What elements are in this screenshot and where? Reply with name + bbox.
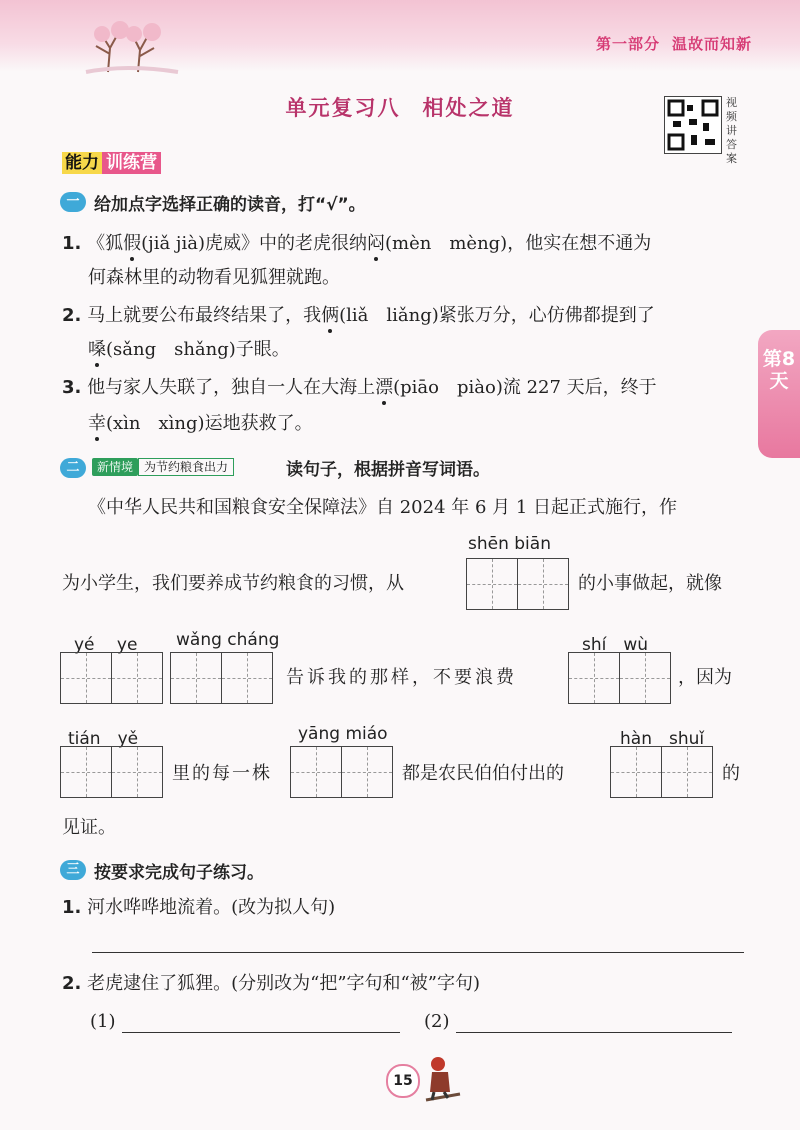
tag-new-context: 新情境 xyxy=(92,458,138,476)
q2-text7: 的 xyxy=(722,763,740,784)
q1-item1-line1 xyxy=(62,232,651,256)
q3-item1-number: 1. xyxy=(62,897,82,918)
text-segment: (piāo piào)流 227 天后，终于 xyxy=(393,377,657,398)
writing-cell[interactable] xyxy=(111,652,163,704)
q3-number: 三 xyxy=(60,860,86,880)
q1-item3-line1 xyxy=(62,376,657,400)
q1-item2-line1 xyxy=(62,304,655,328)
dotted-char: 漂 xyxy=(375,377,394,398)
text-segment: (mèn mèng)，他实在想不通为 xyxy=(385,233,652,254)
q1-heading: 给加点字选择正确的读音，打“√”。 xyxy=(94,195,366,215)
side-tab-day: 第8天 xyxy=(758,330,800,458)
section-label-a: 能力 xyxy=(62,152,102,174)
writing-cell[interactable] xyxy=(661,746,713,798)
page-number: 15 xyxy=(386,1064,420,1098)
q1-item1-line2: 何森林里的动物看见狐狸就跑。 xyxy=(88,267,340,288)
q2-text1: 为小学生，我们要养成节约粮食的习惯，从 xyxy=(62,573,404,594)
answer-grid-tianye[interactable] xyxy=(60,746,162,798)
writing-cell[interactable] xyxy=(568,652,620,704)
answer-grid-yangmiao[interactable] xyxy=(290,746,392,798)
q2-text6: 都是农民伯伯付出的 xyxy=(402,763,564,784)
q3-item2-number: 2. xyxy=(62,973,82,994)
writing-cell[interactable] xyxy=(466,558,518,610)
writing-cell[interactable] xyxy=(341,746,393,798)
section-label-b: 训练营 xyxy=(102,152,161,174)
q1-item3-number: 3. xyxy=(62,377,82,398)
q2-text2: 的小事做起，就像 xyxy=(578,573,722,594)
writing-cell[interactable] xyxy=(619,652,671,704)
q2-tags xyxy=(92,456,234,475)
text-segment: (jiǎ jià)虎威》中的老虎很纳 xyxy=(141,233,368,254)
q2-text8: 见证。 xyxy=(62,817,116,838)
pinyin-shiwu: shí wù xyxy=(582,635,649,655)
tag-subtitle: 为节约粮食出力 xyxy=(138,458,234,476)
q1-item1-number: 1. xyxy=(62,233,82,254)
tree-illustration xyxy=(78,18,188,74)
pinyin-hanshui: hàn shuǐ xyxy=(620,729,705,749)
pinyin-tianye: tián yě xyxy=(68,729,139,749)
pinyin-yangmiao: yāng miáo xyxy=(298,724,388,744)
writing-cell[interactable] xyxy=(60,652,112,704)
text-segment: (xìn xìng)运地获救了。 xyxy=(106,413,313,434)
writing-cell[interactable] xyxy=(290,746,342,798)
q1-item3-line2 xyxy=(88,412,313,436)
title-unit: 单元复习八 xyxy=(285,96,401,120)
answer-line-2-1[interactable] xyxy=(122,1032,400,1033)
text-segment: 马上就要公布最终结果了，我 xyxy=(87,305,322,326)
qr-pattern-icon xyxy=(665,97,721,153)
answer-grid-hanshui[interactable] xyxy=(610,746,712,798)
section-label xyxy=(62,148,161,173)
pinyin-yeye: yé ye xyxy=(74,635,138,655)
q3-heading: 按要求完成句子练习。 xyxy=(94,863,264,883)
q3-item1-text: 河水哗哗地流着。(改为拟人句) xyxy=(87,897,336,918)
dotted-char: 嗓 xyxy=(88,339,106,360)
q3-item1 xyxy=(62,896,335,920)
q3-item2 xyxy=(62,972,480,996)
writing-cell[interactable] xyxy=(517,558,569,610)
header-text xyxy=(596,33,752,54)
q1-number: 一 xyxy=(60,192,86,212)
dotted-char: 幸 xyxy=(88,413,106,434)
answer-line-2-2[interactable] xyxy=(456,1032,732,1033)
dotted-char: 俩 xyxy=(321,305,340,326)
q2-text4: ，因为 xyxy=(678,667,732,688)
answer-grid-yeye[interactable] xyxy=(60,652,162,704)
pinyin-wangchang: wǎng cháng xyxy=(176,630,280,650)
text-segment: (liǎ liǎng)紧张万分，心仿佛都提到了 xyxy=(339,305,655,326)
q2-number: 二 xyxy=(60,458,86,478)
dotted-char: 闷 xyxy=(367,233,386,254)
q3-item2-text: 老虎逮住了狐狸。(分别改为“把”字句和“被”字句) xyxy=(87,973,480,994)
q2-text5: 里的每一株 xyxy=(172,763,272,784)
header-motto: 温故而知新 xyxy=(671,35,752,53)
skier-illustration xyxy=(420,1054,466,1106)
answer-line-1[interactable] xyxy=(92,952,744,953)
qr-caption: 视频讲答案 xyxy=(726,96,737,165)
dotted-char: 假 xyxy=(123,233,142,254)
answer-grid-shenbian[interactable] xyxy=(466,558,568,610)
qr-code[interactable] xyxy=(664,96,722,154)
q2-heading: 读句子，根据拼音写词语。 xyxy=(286,460,490,480)
title-theme: 相处之道 xyxy=(422,96,515,120)
text-segment: 《狐 xyxy=(87,233,124,254)
text-segment: (sǎng shǎng)子眼。 xyxy=(106,339,290,360)
pinyin-shenbian: shēn biān xyxy=(468,534,551,554)
text-segment: 他与家人失联了，独自一人在大海上 xyxy=(87,377,376,398)
q1-item2-line2 xyxy=(88,338,290,362)
writing-cell[interactable] xyxy=(221,652,273,704)
writing-cell[interactable] xyxy=(610,746,662,798)
answer-grid-shiwu[interactable] xyxy=(568,652,670,704)
q2-text3: 告诉我的那样，不要浪费 xyxy=(286,667,517,688)
writing-cell[interactable] xyxy=(111,746,163,798)
q3-sub1-label: (1) xyxy=(90,1011,116,1032)
writing-cell[interactable] xyxy=(60,746,112,798)
writing-cell[interactable] xyxy=(170,652,222,704)
q1-item2-number: 2. xyxy=(62,305,82,326)
q3-sub2-label: (2) xyxy=(424,1011,450,1032)
q2-para1: 《中华人民共和国粮食安全保障法》自 2024 年 6 月 1 日起正式施行，作 xyxy=(88,497,678,518)
header-part: 第一部分 xyxy=(595,35,660,53)
answer-grid-wangchang[interactable] xyxy=(170,652,272,704)
